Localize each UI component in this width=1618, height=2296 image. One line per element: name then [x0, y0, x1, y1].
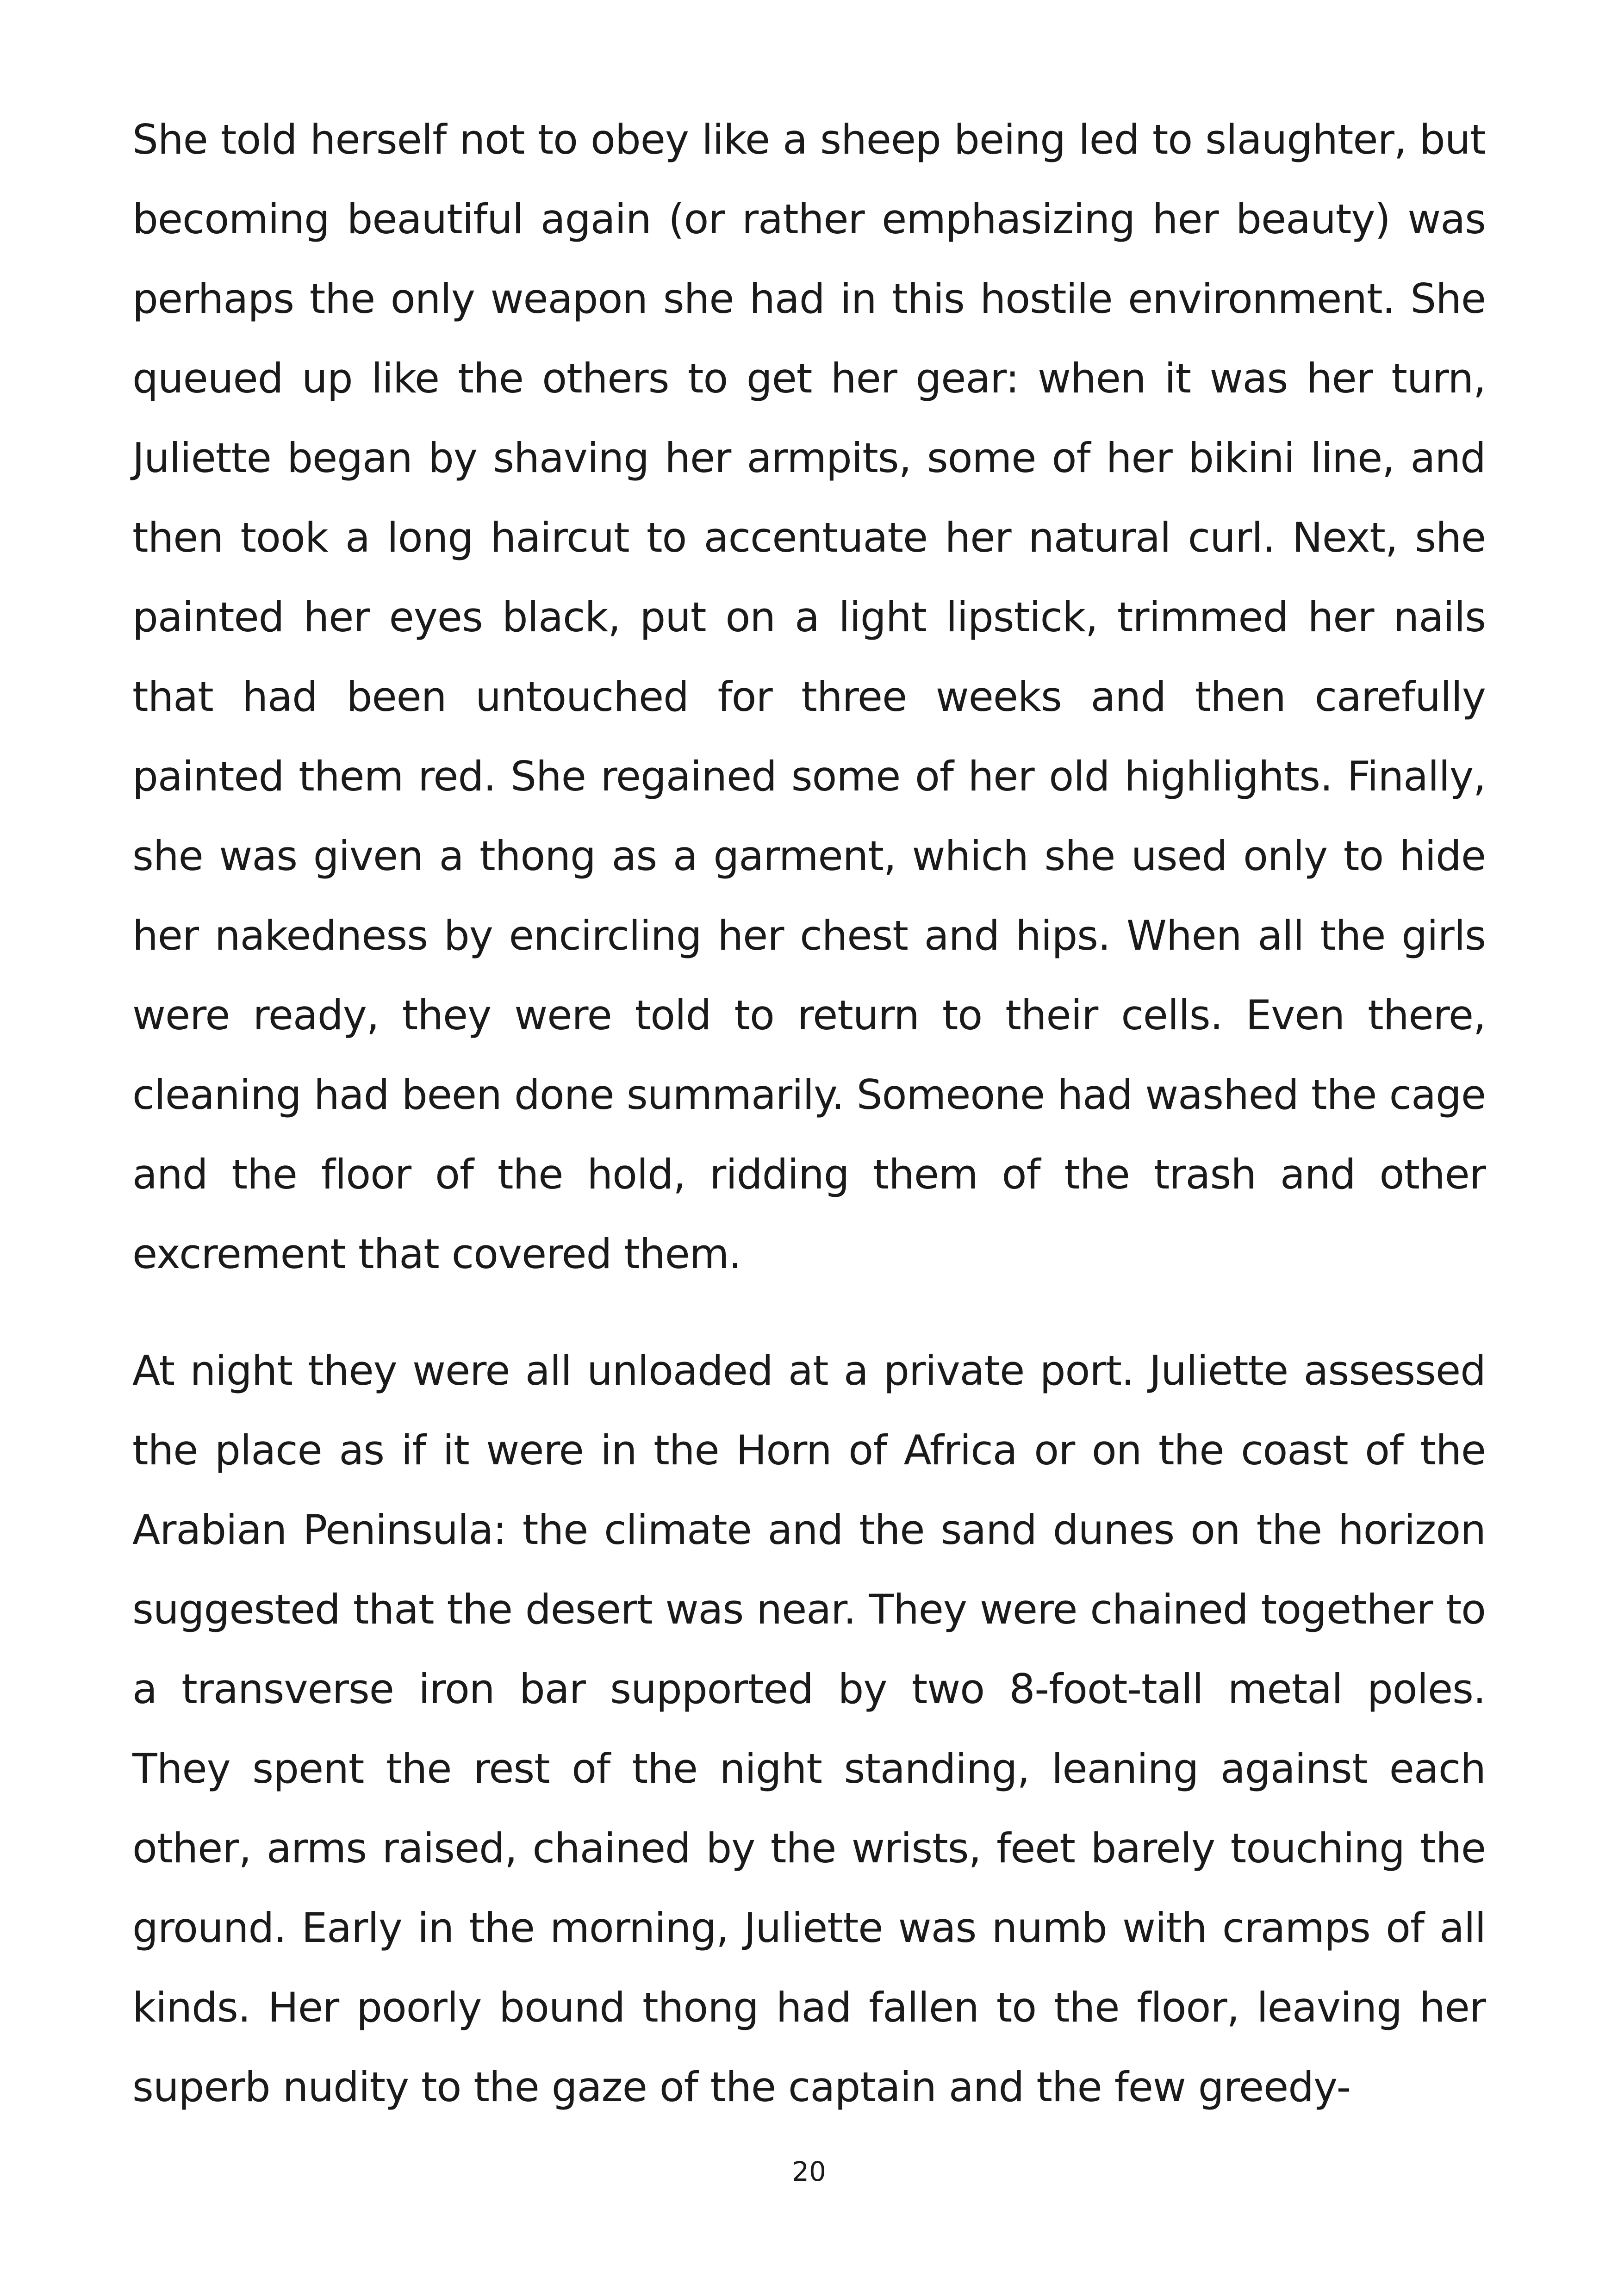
page-number: 20 — [792, 2156, 826, 2187]
paragraph-text: She told herself not to obey like a sheep being led to slaughter, but becoming beautiful again (or rather emphasizing her beauty) was perhaps the only weapon she had in this hostile environment. She queued up like the others to get her gear: when it was her turn, Juliette began by shaving her armpits, some of her bikini line, and then took a long haircut to accentuate her natural curl. Next, she painted her eyes black, put on a light lipstick, trimmed her nails that had been untouched for three weeks and then carefully painted them red. She regained some of her old highlights. Finally, she was given a thong as a garment, which she used only to hide her nakedness by encircling her chest and hips. When all the girls were ready, they were told to return to their cells. Even there, cleaning had been done summarily. Someone had washed the cage and the floor of the hold, ridding them of the trash and other excrement that covered them. — [132, 116, 1486, 1278]
body-paragraph-2 — [132, 1331, 1486, 2127]
paragraph-text: At night they were all unloaded at a private port. Juliette assessed the place as if it were in the Horn of Africa or on the coast of the Arabian Peninsula: the climate and the sand dunes on the horizon suggested that the desert was near. They were chained together to a transverse iron bar supported by two 8-foot-tall metal poles. They spent the rest of the night standing, leaning against each other, arms raised, chained by the wrists, feet barely touching the ground. Early in the morning, Juliette was numb with cramps of all kinds. Her poorly bound thong had fallen to the floor, leaving her superb nudity to the gaze of the captain and the few greedy- — [132, 1347, 1486, 2111]
body-paragraph-1 — [132, 100, 1486, 1294]
